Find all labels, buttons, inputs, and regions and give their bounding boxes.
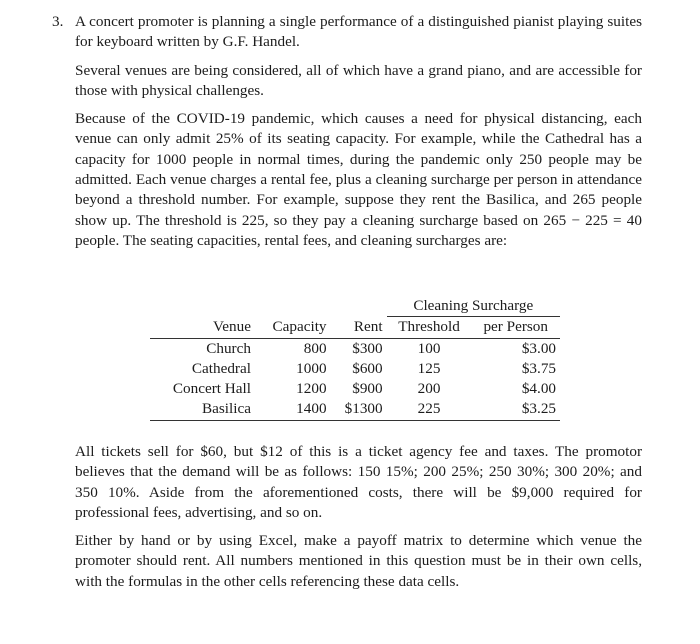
- table-row: [150, 338, 560, 359]
- col-capacity-header: Capacity: [255, 317, 331, 338]
- col-per-person-header: per Person: [471, 317, 560, 338]
- surcharge-cell: $3.75: [521, 359, 556, 377]
- table-group-header-row: [150, 296, 560, 317]
- capacity-cell: 1400: [255, 399, 331, 420]
- capacity-cell: 800: [303, 339, 327, 357]
- venue-cell: Church: [206, 339, 251, 357]
- table-row: [150, 359, 560, 379]
- problem-number: 3.: [52, 13, 64, 30]
- intro-paragraph: A concert promoter is planning a single performance of a distinguished pianist playing suites for keyboard written by G.F. Handel.: [75, 13, 642, 51]
- surcharge-cell: $4.00: [521, 380, 556, 398]
- venue-cell: Concert Hall: [172, 380, 251, 398]
- threshold-cell: 100: [417, 339, 441, 357]
- venue-table: [150, 296, 560, 421]
- problem-item: [52, 12, 642, 251]
- threshold-cell: 225: [387, 399, 472, 420]
- rent-cell: $900: [352, 380, 383, 398]
- col-rent-header: Rent: [331, 317, 387, 338]
- rent-cell: $300: [352, 339, 383, 357]
- table-row: [150, 379, 560, 399]
- cleaning-surcharge-header: Cleaning Surcharge: [387, 296, 560, 317]
- rent-cell: $1300: [331, 399, 387, 420]
- surcharge-cell: $3.25: [471, 399, 560, 420]
- problem-statement: [52, 12, 642, 251]
- instruction-paragraph: Either by hand or by using Excel, make a payoff matrix to determine which venue the promoter should rent. All numbers mentioned in this question must be in their own cells, with the formulas in the other cells referencing these data cells.: [75, 532, 642, 590]
- followup-text: [75, 442, 642, 592]
- venue-cell: Basilica: [150, 399, 255, 420]
- capacity-cell: 1200: [296, 380, 327, 398]
- threshold-cell: 200: [417, 380, 441, 398]
- surcharge-cell: $3.00: [521, 339, 556, 357]
- covid-paragraph: Because of the COVID-19 pandemic, which causes a need for physical distancing, each venue can only admit 25% of its seating capacity. For example, while the Cathedral has a capacity for 1000 people in normal times, during the pandemic only 250 people may be admitted. Each venue charges a rental fee, plus a cleaning surcharge per person in attendance beyond a threshold number. For example, suppose they rent the Basilica, and 265 people show up. The threshold is 225, so they pay a cleaning surcharge based on 265 − 225 = 40 people. The seating capacities, rental fees, and cleaning surcharges are:: [75, 110, 642, 249]
- threshold-cell: 125: [417, 359, 441, 377]
- venue-table-container: [150, 296, 560, 421]
- table-header-row: [150, 317, 560, 338]
- col-threshold-header: Threshold: [387, 317, 472, 338]
- ticket-demand-paragraph: All tickets sell for $60, but $12 of this is a ticket agency fee and taxes. The promotor believes that the demand will be as follows: 150 15%; 200 25%; 250 30%; 300 20%; and 350 10%. Aside from the aforementioned costs, there will be $9,000 required for professional fees, advertising, and so on.: [75, 443, 642, 521]
- table-row: [150, 399, 560, 420]
- col-venue-header: Venue: [150, 317, 255, 338]
- capacity-cell: 1000: [296, 359, 327, 377]
- venues-paragraph: Several venues are being considered, all of which have a grand piano, and are accessible for those with physical challenges.: [75, 61, 642, 99]
- venue-cell: Cathedral: [191, 359, 251, 377]
- rent-cell: $600: [352, 359, 383, 377]
